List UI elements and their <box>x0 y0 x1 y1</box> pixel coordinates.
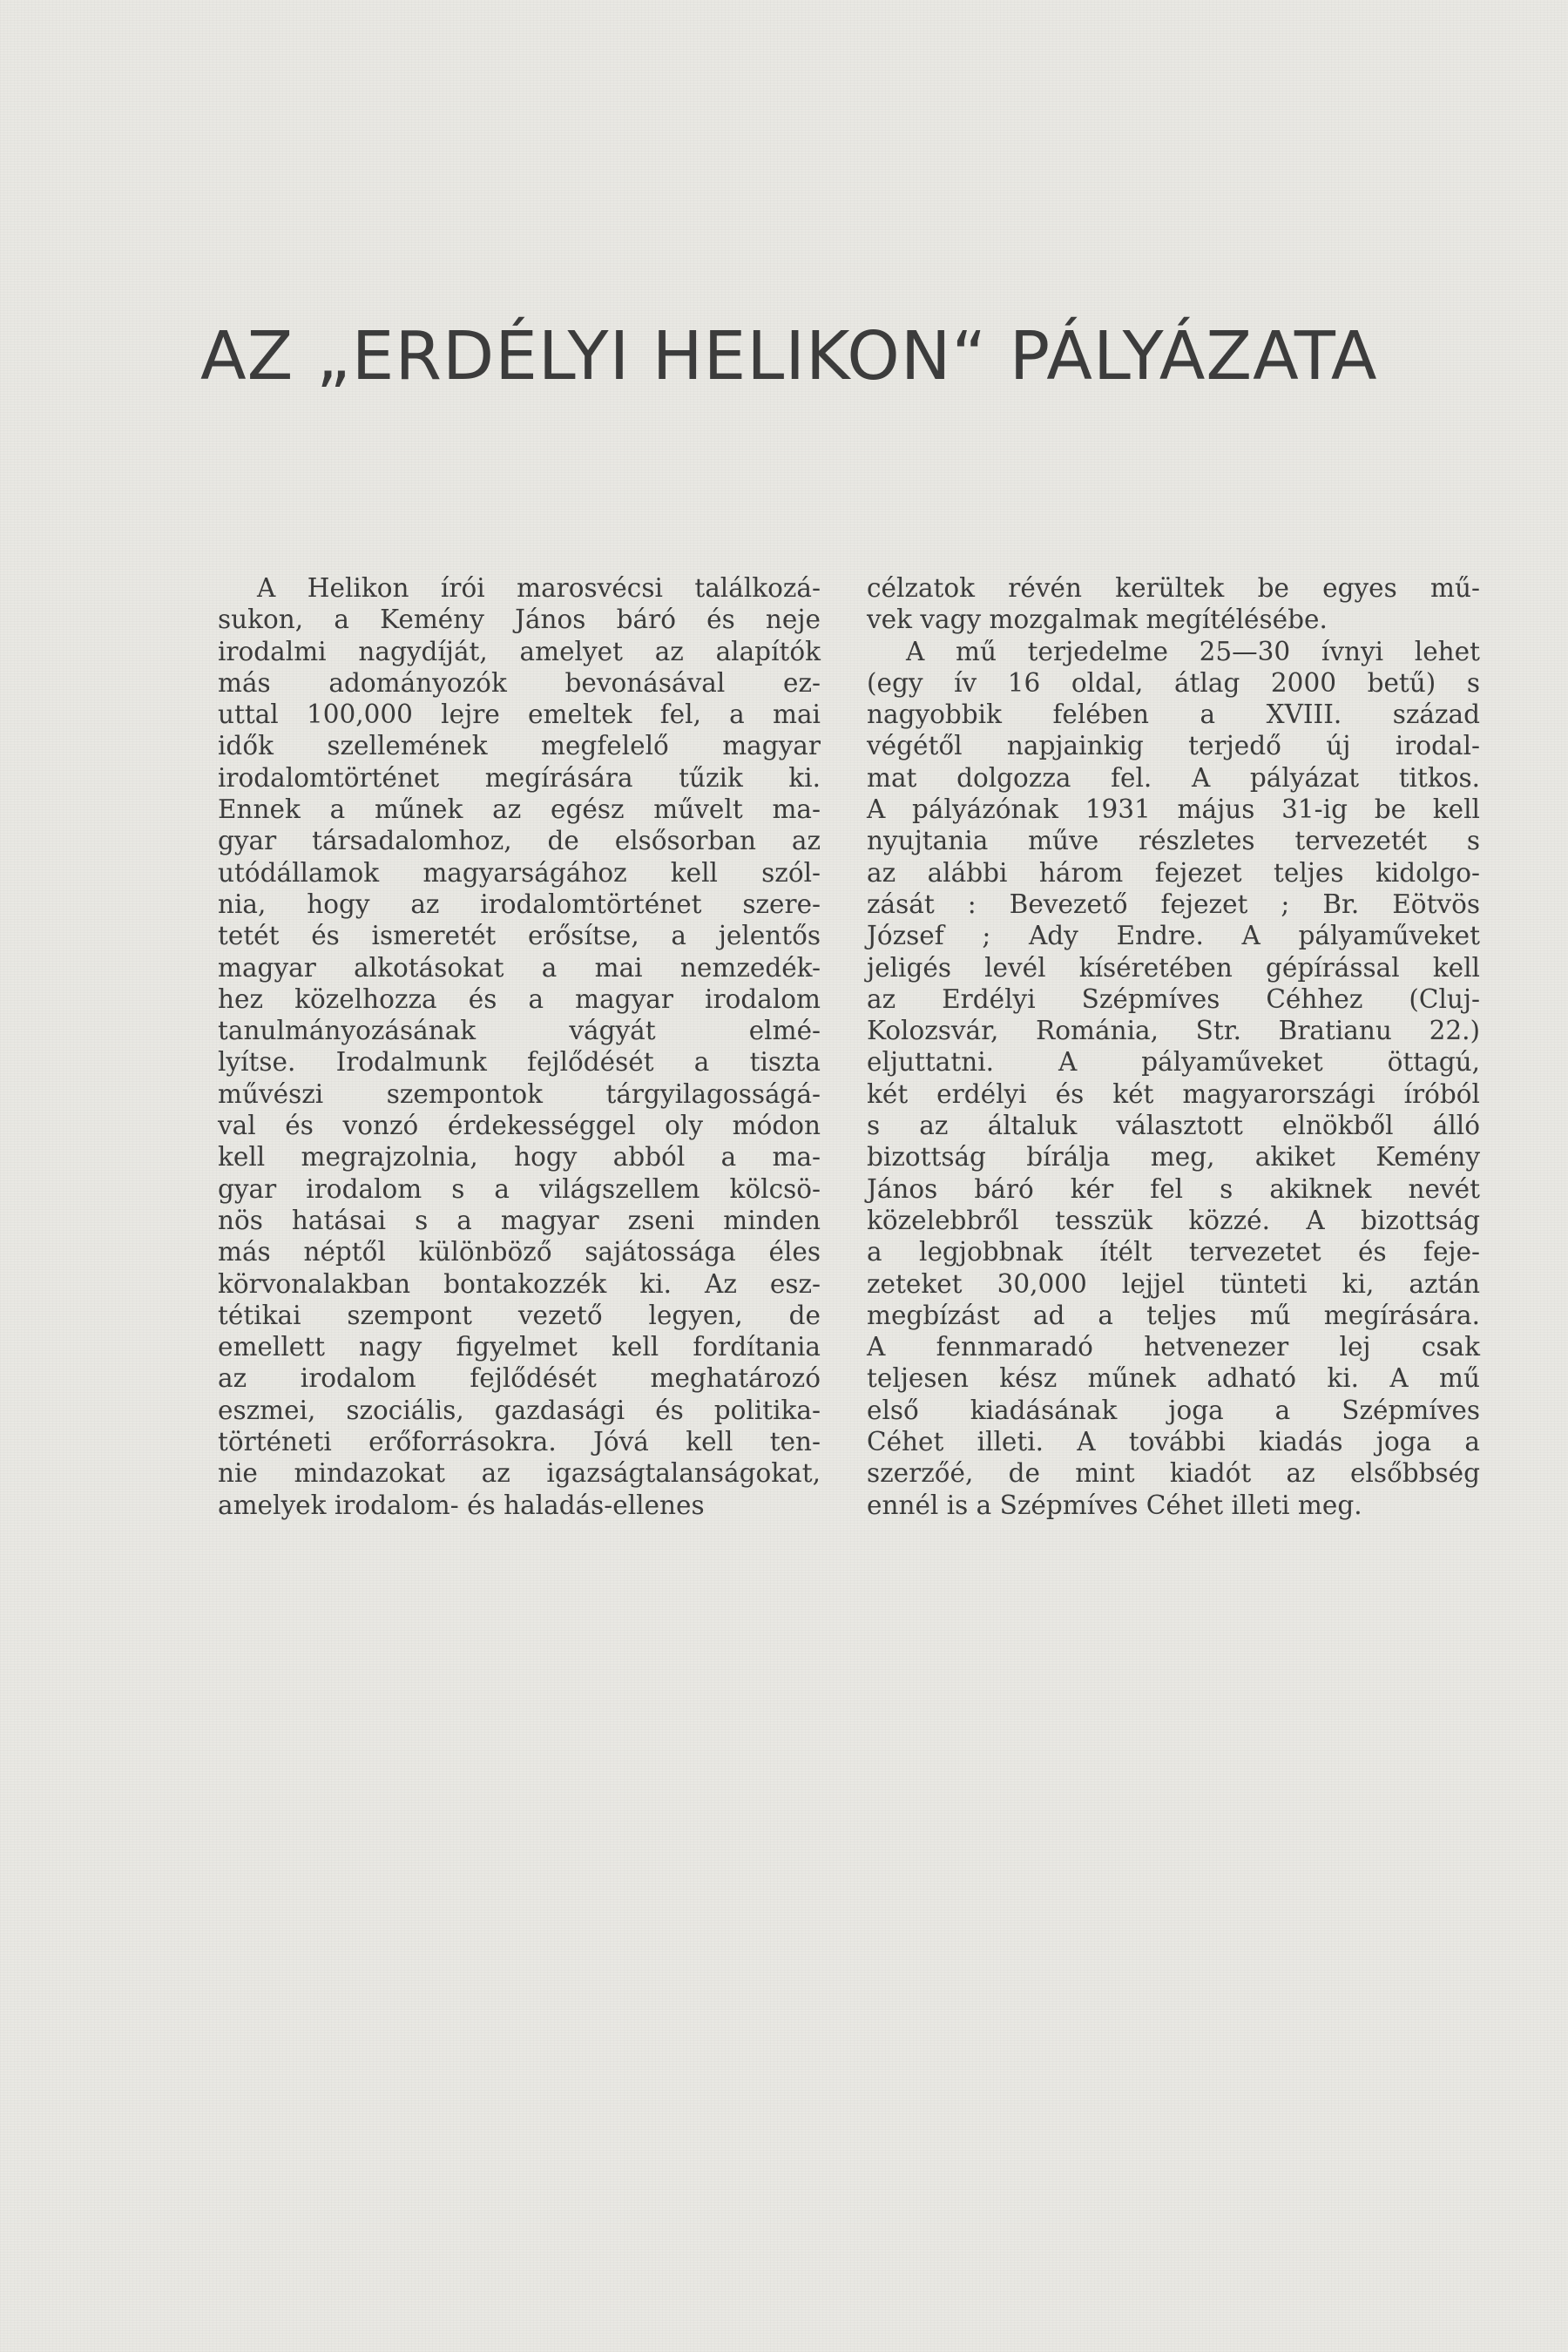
left-column-line: tanulmányozásának vágyát elmé- <box>218 1016 821 1046</box>
left-column-line: tétikai szempont vezető legyen, de <box>218 1300 821 1330</box>
right-column-line: végétől napjainkig terjedő új irodal- <box>867 731 1480 761</box>
right-column-line: mat dolgozza fel. A pályázat titkos. <box>867 762 1480 793</box>
right-column-line: első kiadásának joga a Szépmíves <box>867 1395 1480 1425</box>
right-column-line: két erdélyi és két magyarországi íróból <box>867 1078 1480 1109</box>
left-column-line: gyar irodalom s a világszellem kölcsö- <box>218 1173 821 1204</box>
right-column-line: A mű terjedelme 25—30 ívnyi lehet <box>906 636 1480 666</box>
right-column-line: (egy ív 16 oldal, átlag 2000 betű) s <box>867 667 1480 698</box>
right-column-line: s az általuk választott elnökből álló <box>867 1111 1480 1141</box>
left-column-line: A Helikon írói marosvécsi találkozá- <box>257 573 821 603</box>
left-column-line: az irodalom fejlődését meghatározó <box>218 1363 821 1394</box>
left-column-line: idők szellemének megfelelő magyar <box>218 731 821 761</box>
page-title: AZ „ERDÉLYI HELIKON“ PÁLYÁZATA <box>200 318 1378 395</box>
right-column-line: megbízást ad a teljes mű megírására. <box>867 1300 1480 1330</box>
left-column-line: körvonalakban bontakozzék ki. Az esz- <box>218 1268 821 1299</box>
left-column-line: magyar alkotásokat a mai nemzedék- <box>218 952 821 983</box>
left-column-line: irodalomtörténet megírására tűzik ki. <box>218 762 821 793</box>
right-column-line: József ; Ady Endre. A pályaműveket <box>867 921 1480 951</box>
right-column-line: célzatok révén kerültek be egyes mű- <box>867 573 1480 603</box>
left-column-line: sukon, a Kemény János báró és neje <box>218 605 821 635</box>
left-column-line: hez közelhozza és a magyar irodalom <box>218 983 821 1014</box>
left-column-line: amelyek irodalom- és haladás-ellenes <box>218 1490 705 1520</box>
left-column-line: művészi szempontok tárgyilagosságá- <box>218 1078 821 1109</box>
right-column-line: szerzőé, de mint kiadót az elsőbbség <box>867 1458 1480 1489</box>
left-column-line: tetét és ismeretét erősítse, a jelentős <box>218 921 821 951</box>
right-text-column <box>867 572 1480 1521</box>
left-column-line: utódállamok magyarságához kell szól- <box>218 857 821 888</box>
left-column-line: történeti erőforrásokra. Jóvá kell ten- <box>218 1427 821 1457</box>
right-column-line: nagyobbik felében a XVIII. század <box>867 700 1480 730</box>
left-column-line: lyítse. Irodalmunk fejlődését a tiszta <box>218 1047 821 1078</box>
left-column-line: nie mindazokat az igazságtalanságokat, <box>218 1458 821 1489</box>
right-column-line: jeligés levél kíséretében gépírással kell <box>867 952 1480 983</box>
right-column-line: zását : Bevezető fejezet ; Br. Eötvös <box>867 889 1480 919</box>
left-column-line: val és vonzó érdekességgel oly módon <box>218 1111 821 1141</box>
right-column-line: nyujtania műve részletes tervezetét s <box>867 826 1480 856</box>
right-column-line: Kolozsvár, Románia, Str. Bratianu 22.) <box>867 1016 1480 1046</box>
left-column-line: más néptől különböző sajátossága éles <box>218 1237 821 1267</box>
right-column-line: bizottság bírálja meg, akiket Kemény <box>867 1142 1480 1173</box>
right-column-line: zeteket 30,000 lejjel tünteti ki, aztán <box>867 1268 1480 1299</box>
right-column-line: vek vagy mozgalmak megítélésébe. <box>867 605 1328 635</box>
left-text-column <box>218 572 821 1521</box>
left-column-line: Ennek a műnek az egész művelt ma- <box>218 794 821 825</box>
left-column-line: nös hatásai s a magyar zseni minden <box>218 1205 821 1235</box>
right-column-line: ennél is a Szépmíves Céhet illeti meg. <box>867 1490 1362 1520</box>
right-column-line: az Erdélyi Szépmíves Céhhez (Cluj- <box>867 983 1480 1014</box>
right-column-line: János báró kér fel s akiknek nevét <box>867 1173 1480 1204</box>
right-column-line: A fennmaradó hetvenezer lej csak <box>867 1332 1480 1362</box>
right-column-line: Céhet illeti. A további kiadás joga a <box>867 1427 1480 1457</box>
left-column-line: uttal 100,000 lejre emeltek fel, a mai <box>218 700 821 730</box>
left-column-line: más adományozók bevonásával ez- <box>218 667 821 698</box>
left-column-line: nia, hogy az irodalomtörténet szere- <box>218 889 821 919</box>
left-column-line: gyar társadalomhoz, de elsősorban az <box>218 826 821 856</box>
right-column-line: a legjobbnak ítélt tervezetet és feje- <box>867 1237 1480 1267</box>
left-column-line: emellett nagy figyelmet kell fordítania <box>218 1332 821 1362</box>
right-column-line: A pályázónak 1931 május 31-ig be kell <box>867 794 1480 825</box>
right-column-line: eljuttatni. A pályaműveket öttagú, <box>867 1047 1480 1078</box>
left-column-line: eszmei, szociális, gazdasági és politika- <box>218 1395 821 1425</box>
right-column-line: az alábbi három fejezet teljes kidolgo- <box>867 857 1480 888</box>
left-column-line: kell megrajzolnia, hogy abból a ma- <box>218 1142 821 1173</box>
right-column-line: közelebbről tesszük közzé. A bizottság <box>867 1205 1480 1235</box>
right-column-line: teljesen kész műnek adható ki. A mű <box>867 1363 1480 1394</box>
left-column-line: irodalmi nagydíját, amelyet az alapítók <box>218 636 821 666</box>
